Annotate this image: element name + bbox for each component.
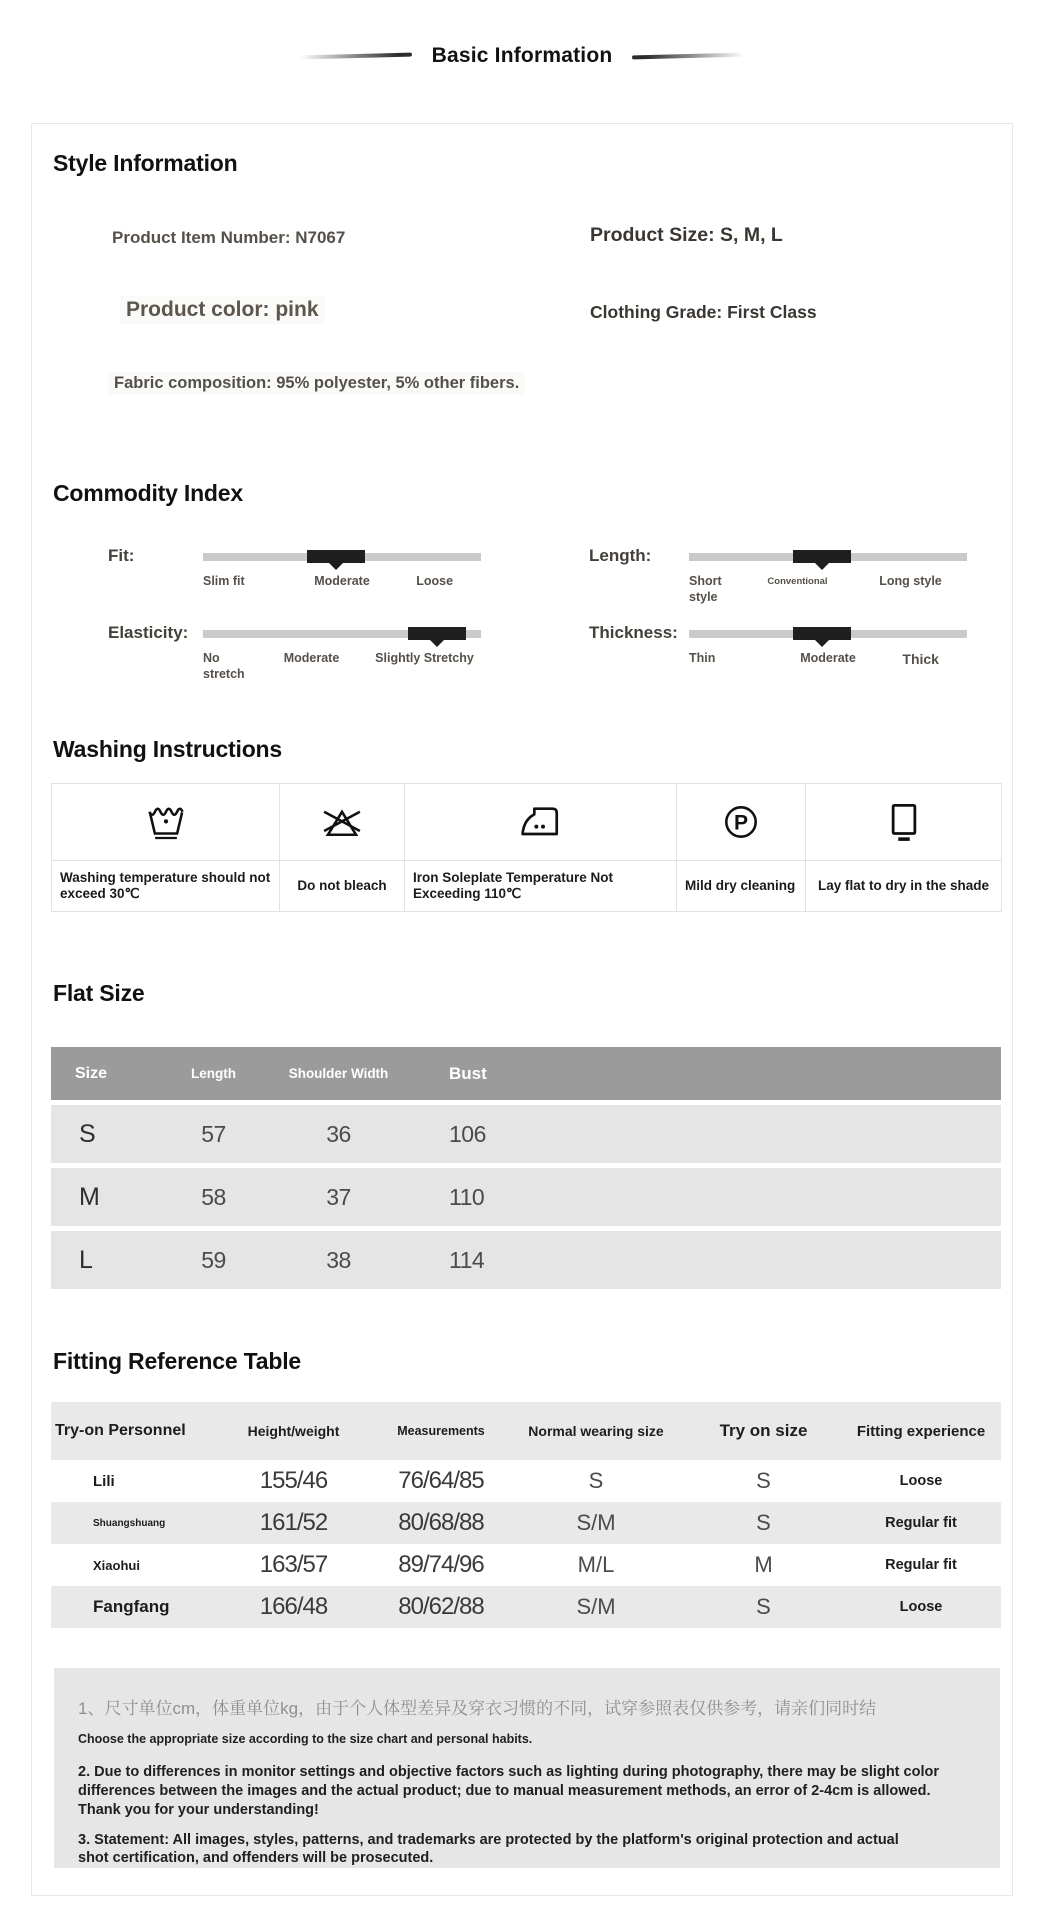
table-row xyxy=(51,1105,1001,1163)
wash-tub-30-icon xyxy=(143,799,189,845)
length-label: Length: xyxy=(589,546,652,565)
measurements: 80/68/88 xyxy=(398,1509,484,1536)
thickness-option-1: Thin xyxy=(689,650,716,665)
height-weight: 166/48 xyxy=(259,1593,328,1620)
page-title: Basic Information xyxy=(431,44,613,67)
fitting-experience: Loose xyxy=(899,1473,943,1489)
fitting-experience: Regular fit xyxy=(885,1557,957,1573)
column-header: Fitting experience xyxy=(856,1422,986,1440)
column-header: Bust xyxy=(449,1063,487,1083)
tryon-size: M xyxy=(754,1552,773,1577)
note-color-difference: 2. Due to differences in monitor settings and objective factors such as lighting during photography, there may be slight color differences between the images and the actual product; due to manual measurement methods, an error of 2-4cm is allowed. Thank you for your understanding! xyxy=(78,1764,939,1818)
column-header: Measurements xyxy=(397,1424,485,1438)
thickness-indicator xyxy=(793,627,851,640)
thickness-track xyxy=(689,630,967,638)
size-cell: M xyxy=(79,1182,100,1211)
note-statement: 3. Statement: All images, styles, patterns, and trademarks are protected by the platform's original protection and actual shot certification, and offenders will be prosecuted. xyxy=(78,1831,899,1867)
tryon-name: Fangfang xyxy=(93,1597,170,1616)
commodity-index-sliders xyxy=(108,546,967,682)
wash-label-flat-dry: Lay flat to dry in the shade xyxy=(806,861,1002,912)
tryon-name: Lili xyxy=(93,1472,115,1490)
indicator-triangle-icon xyxy=(815,563,829,570)
height-weight: 161/52 xyxy=(259,1509,328,1536)
length-slider xyxy=(589,546,967,606)
thickness-option-3: Thick xyxy=(902,650,939,667)
indicator-triangle-icon xyxy=(815,640,829,647)
length-option-2: Conventional xyxy=(767,576,828,587)
note-chinese: 1、尺寸单位cm，体重单位kg，由于个人体型差异及穿衣习惯的不同，试穿参照表仅供参考，请亲们同时结 xyxy=(78,1699,877,1718)
fitting-experience: Regular fit xyxy=(885,1515,957,1531)
product-item-number: Product Item Number: N7067 xyxy=(112,228,346,247)
normal-size: M/L xyxy=(577,1552,615,1577)
column-header: Length xyxy=(191,1066,236,1081)
elasticity-option-2: Moderate xyxy=(283,650,340,665)
washing-instructions-heading: Washing Instructions xyxy=(53,736,282,762)
fitting-reference-table xyxy=(51,1402,1001,1628)
fit-slider xyxy=(108,546,482,606)
normal-size: S xyxy=(588,1468,604,1493)
page-header xyxy=(0,44,1044,68)
normal-size: S/M xyxy=(576,1510,616,1535)
column-header: Shoulder Width xyxy=(288,1066,389,1081)
elasticity-slider xyxy=(108,622,482,683)
commodity-index-heading: Commodity Index xyxy=(53,480,243,506)
measurements: 80/62/88 xyxy=(398,1593,484,1620)
length-indicator xyxy=(793,550,851,563)
fitting-experience: Loose xyxy=(899,1599,943,1615)
fitting-header-row xyxy=(51,1402,1001,1460)
fabric-composition: Fabric composition: 95% polyester, 5% other fibers. xyxy=(108,372,525,395)
tryon-size: S xyxy=(756,1468,771,1493)
thickness-label: Thickness: xyxy=(589,622,678,642)
flat-size-heading: Flat Size xyxy=(53,980,145,1006)
column-header: Normal wearing size xyxy=(528,1423,664,1439)
bust-cell: 114 xyxy=(449,1246,485,1273)
wash-label-temperature: Washing temperature should not exceed 30℃ xyxy=(52,861,280,912)
height-weight: 163/57 xyxy=(259,1551,328,1578)
info-card xyxy=(31,123,1013,1896)
length-track xyxy=(689,553,967,561)
header-left-line xyxy=(300,53,412,60)
tryon-size: S xyxy=(756,1510,771,1535)
flat-dry-icon xyxy=(881,799,927,845)
flat-size-table xyxy=(51,1047,1001,1289)
washing-instructions-table xyxy=(51,783,1002,912)
wash-label-bleach: Do not bleach xyxy=(280,861,405,912)
column-header: Try on size xyxy=(719,1421,808,1440)
bust-cell: 106 xyxy=(449,1120,486,1147)
tryon-size: S xyxy=(756,1594,771,1619)
length-option-1: Short style xyxy=(689,574,722,605)
column-header: Height/weight xyxy=(247,1423,340,1439)
normal-size: S/M xyxy=(576,1594,616,1619)
notes-box xyxy=(54,1668,1000,1868)
measurements: 89/74/96 xyxy=(398,1551,484,1578)
wash-label-iron: Iron Soleplate Temperature Not Exceeding 110℃ xyxy=(405,861,677,912)
column-header: Try-on Personnel xyxy=(55,1422,186,1439)
elasticity-option-1: No stretch xyxy=(203,650,245,681)
thickness-option-2: Moderate xyxy=(800,650,856,665)
dry-clean-p-glyph: P xyxy=(733,811,749,835)
table-row xyxy=(51,1544,1001,1586)
fit-track xyxy=(203,553,481,561)
thickness-slider xyxy=(589,622,967,683)
style-information-heading: Style Information xyxy=(53,150,238,176)
flat-size-header-row xyxy=(51,1047,1001,1100)
height-weight: 155/46 xyxy=(259,1467,328,1494)
shoulder-cell: 37 xyxy=(326,1183,351,1210)
note-size-advice: Choose the appropriate size according to the size chart and personal habits. xyxy=(78,1732,533,1746)
length-cell: 59 xyxy=(201,1246,226,1273)
tryon-name: Shuangshuang xyxy=(93,1517,166,1529)
table-row xyxy=(51,1231,1001,1289)
fit-option-3: Loose xyxy=(416,574,454,588)
product-size: Product Size: S, M, L xyxy=(590,224,783,246)
fit-label: Fit: xyxy=(108,546,135,565)
iron-icon xyxy=(517,798,565,846)
mild-dry-cleaning-icon xyxy=(718,799,764,845)
column-header: Size xyxy=(75,1064,108,1082)
size-cell: S xyxy=(79,1119,96,1148)
bust-cell: 110 xyxy=(449,1183,485,1210)
do-not-bleach-icon xyxy=(319,799,365,845)
length-option-3: Long style xyxy=(879,574,942,588)
fit-option-2: Moderate xyxy=(314,574,370,588)
wash-label-dry-clean: Mild dry cleaning xyxy=(677,861,806,912)
fitting-reference-heading: Fitting Reference Table xyxy=(53,1348,302,1374)
table-row xyxy=(51,1460,1001,1502)
fit-indicator xyxy=(307,550,365,563)
indicator-triangle-icon xyxy=(329,563,343,570)
length-cell: 58 xyxy=(201,1183,226,1210)
length-cell: 57 xyxy=(201,1120,226,1147)
elasticity-track xyxy=(203,630,481,638)
fit-option-1: Slim fit xyxy=(203,574,245,588)
elasticity-indicator xyxy=(408,627,466,640)
product-color: Product color: pink xyxy=(120,296,325,324)
size-cell: L xyxy=(79,1245,93,1274)
indicator-triangle-icon xyxy=(430,640,444,647)
table-row xyxy=(51,1168,1001,1226)
measurements: 76/64/85 xyxy=(398,1467,484,1494)
shoulder-cell: 36 xyxy=(326,1120,351,1147)
table-row xyxy=(51,1586,1001,1628)
elasticity-label: Elasticity: xyxy=(108,622,189,642)
tryon-name: Xiaohui xyxy=(93,1557,140,1573)
clothing-grade: Clothing Grade: First Class xyxy=(590,302,817,322)
table-row xyxy=(51,1502,1001,1544)
shoulder-cell: 38 xyxy=(326,1246,351,1273)
header-right-line xyxy=(632,53,744,60)
elasticity-option-3: Slightly Stretchy xyxy=(375,650,474,665)
